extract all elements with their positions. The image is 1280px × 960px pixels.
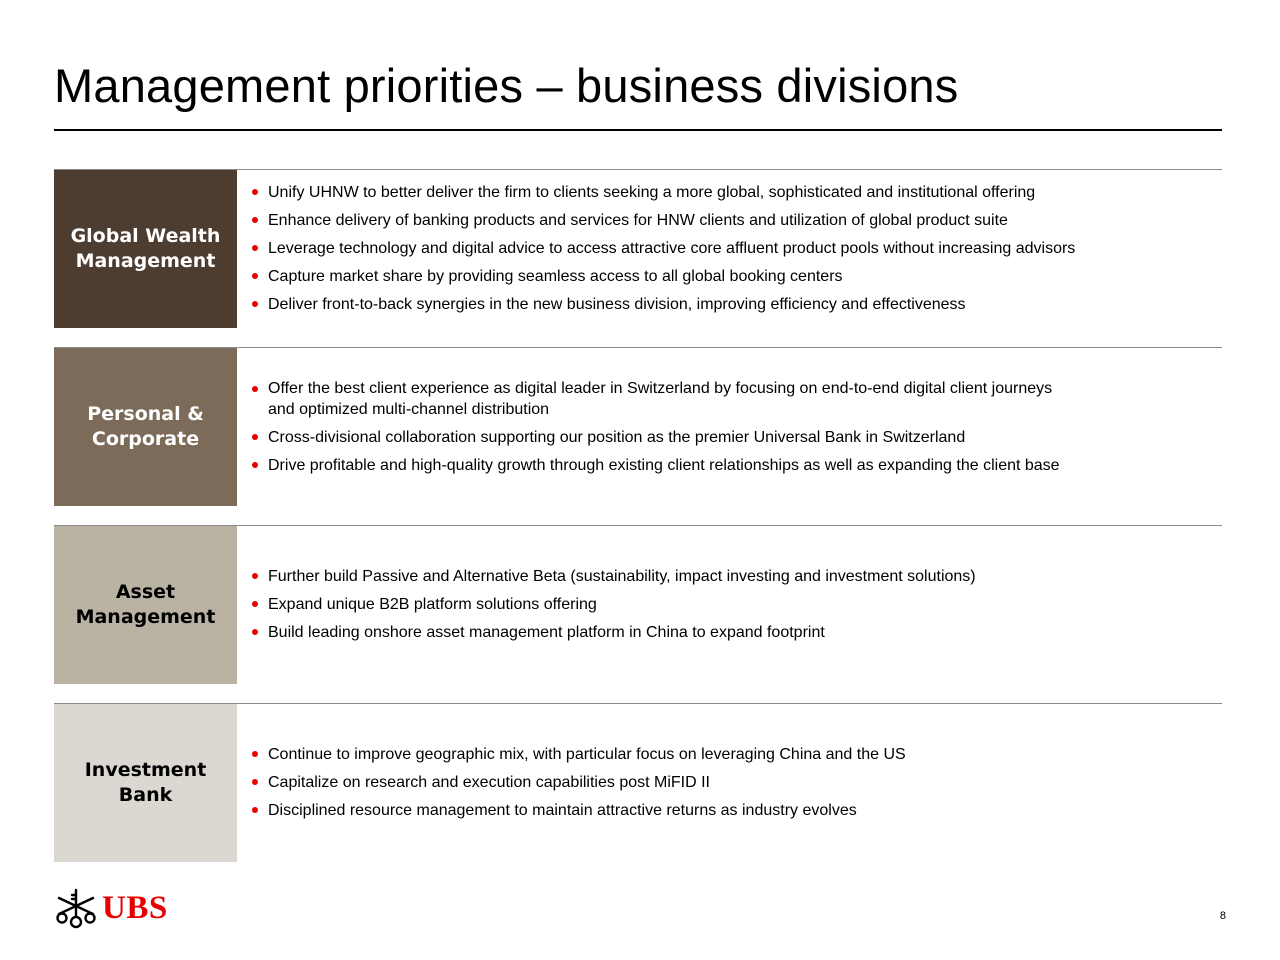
priority-item: Unify UHNW to better deliver the firm to clients seeking a more global, sophisticated and institutional offering <box>252 179 1222 207</box>
priority-item: Drive profitable and high-quality growth through existing client relationships as well as expanding the client base <box>252 452 1222 480</box>
logo-wordmark: UBS <box>102 889 168 926</box>
priority-item: Leverage technology and digital advice to access attractive core affluent product pools without increasing advisors <box>252 235 1222 263</box>
priority-item: Enhance delivery of banking products and services for HNW clients and utilization of global product suite <box>252 207 1222 235</box>
priority-item: Expand unique B2B platform solutions offering <box>252 591 1222 619</box>
division-label-box <box>54 704 237 862</box>
slide-title: Management priorities – business divisions <box>54 59 959 112</box>
division-label: Global Wealth Management <box>70 225 221 272</box>
priority-item: Capitalize on research and execution capabilities post MiFID II <box>252 769 1222 797</box>
ubs-logo <box>54 886 168 930</box>
division-label: Personal & Corporate <box>87 403 204 450</box>
section-asset-management <box>54 525 1222 684</box>
priority-item: Build leading onshore asset management platform in China to expand footprint <box>252 619 1222 647</box>
priority-item: Capture market share by providing seamless access to all global booking centers <box>252 263 1222 291</box>
priority-item: Continue to improve geographic mix, with particular focus on leveraging China and the US <box>252 741 1222 769</box>
division-label-box <box>54 348 237 506</box>
section-global-wealth-management <box>54 169 1222 328</box>
priority-item: Cross-divisional collaboration supporting our position as the premier Universal Bank in Switzerland <box>252 424 1222 452</box>
division-label-box <box>54 170 237 328</box>
priority-list <box>252 170 1222 328</box>
priority-item: Deliver front-to-back synergies in the new business division, improving efficiency and effectiveness <box>252 291 1222 319</box>
priority-list <box>252 348 1222 506</box>
priority-item: Disciplined resource management to maintain attractive returns as industry evolves <box>252 797 1222 825</box>
section-investment-bank <box>54 703 1222 862</box>
section-personal-corporate <box>54 347 1222 506</box>
priority-list <box>252 704 1222 862</box>
division-label: Investment Bank <box>84 759 207 806</box>
three-keys-icon <box>54 886 98 930</box>
division-label: Asset Management <box>75 581 216 628</box>
division-label-box <box>54 526 237 684</box>
priority-item: Offer the best client experience as digital leader in Switzerland by focusing on end-to-end digital client journeys and optimized multi-channel distribution <box>252 378 1222 420</box>
page-number: 8 <box>1219 910 1226 922</box>
priority-item: Further build Passive and Alternative Beta (sustainability, impact investing and investment solutions) <box>252 563 1222 591</box>
title-divider <box>54 129 1222 131</box>
priority-list <box>252 526 1222 684</box>
